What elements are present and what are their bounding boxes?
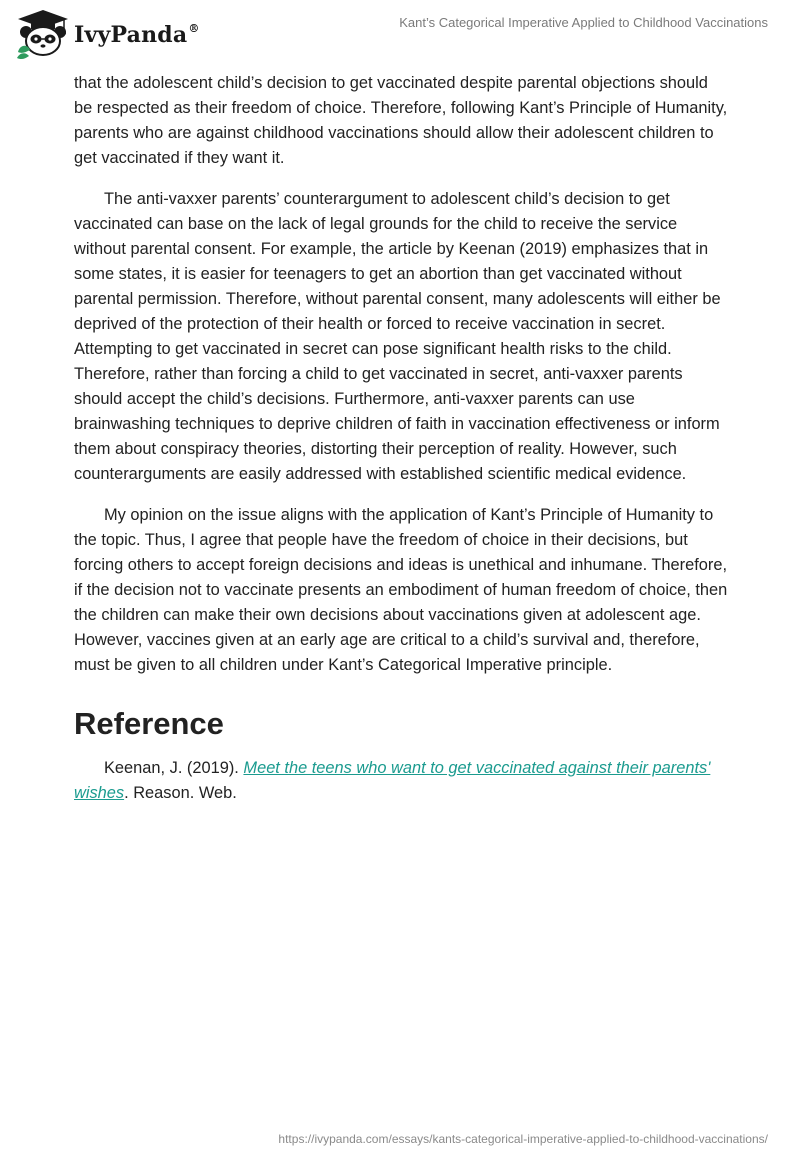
body-paragraph: My opinion on the issue aligns with the application of Kant’s Principle of Humanity to the topic. Thus, I agree that people have the freedom of choice in their decisions, but forcing others to accept foreign decisions and ideas is unethical and inhumane. Therefore, if the decision not to vaccinate presents an embodiment of human freedom of choice, then the children can make their own decisions about vaccinations given at adolescent age. However, vaccines given at an early age are critical to a child’s survival and, therefore, must be given to all children under Kant’s Categorical Imperative principle. [74, 506, 728, 674]
reference-entry [74, 756, 730, 806]
reference-link[interactable]: Meet the teens who want to get vaccinated against their parents' wishes [74, 759, 711, 802]
body-paragraph: that the adolescent child’s decision to get vaccinated despite parental objections should be respected as their freedom of choice. Therefore, following Kant’s Principle of Humanity, parents who are against childhood vaccinations should allow their adolescent children to get vaccinated if they want it. [74, 74, 728, 167]
reference-heading: Reference [74, 706, 224, 741]
reference-source: . Reason. Web. [124, 784, 237, 802]
body-paragraph: The anti-vaxxer parents’ counterargument to adolescent child’s decision to get vaccinated can base on the lack of legal grounds for the child to receive the service without parental consent. For example, the article by Keenan (2019) emphasizes that in some states, it is easier for teenagers to get an abortion than get vaccinated without parental permission. Therefore, without parental consent, many adolescents will either be deprived of the protection of their health or forced to receive vaccination in secret. Attempting to get vaccinated in secret can pose significant health risks to the child. Therefore, rather than forcing a child to get vaccinated in secret, anti-vaxxer parents should accept the child’s decisions. Furthermore, anti-vaxxer parents can use brainwashing techniques to deprive children of faith in vaccination effectiveness or inform them about conspiracy theories, distorting their perception of reality. However, such counterarguments are easily addressed with established scientific medical evidence. [74, 190, 721, 483]
page-url: https://ivypanda.com/essays/kants-categorical-imperative-applied-to-childhood-vaccinations/ [278, 1132, 768, 1146]
page-header [0, 0, 800, 62]
registered-mark: ® [188, 22, 200, 35]
brand-logo[interactable] [14, 8, 200, 60]
reference-author-year: Keenan, J. (2019). [104, 759, 244, 777]
essay-body [74, 71, 730, 806]
document-title: Kant’s Categorical Imperative Applied to Childhood Vaccinations [399, 15, 768, 30]
brand-name: IvyPanda® [74, 22, 200, 48]
panda-graduate-icon [14, 8, 72, 60]
